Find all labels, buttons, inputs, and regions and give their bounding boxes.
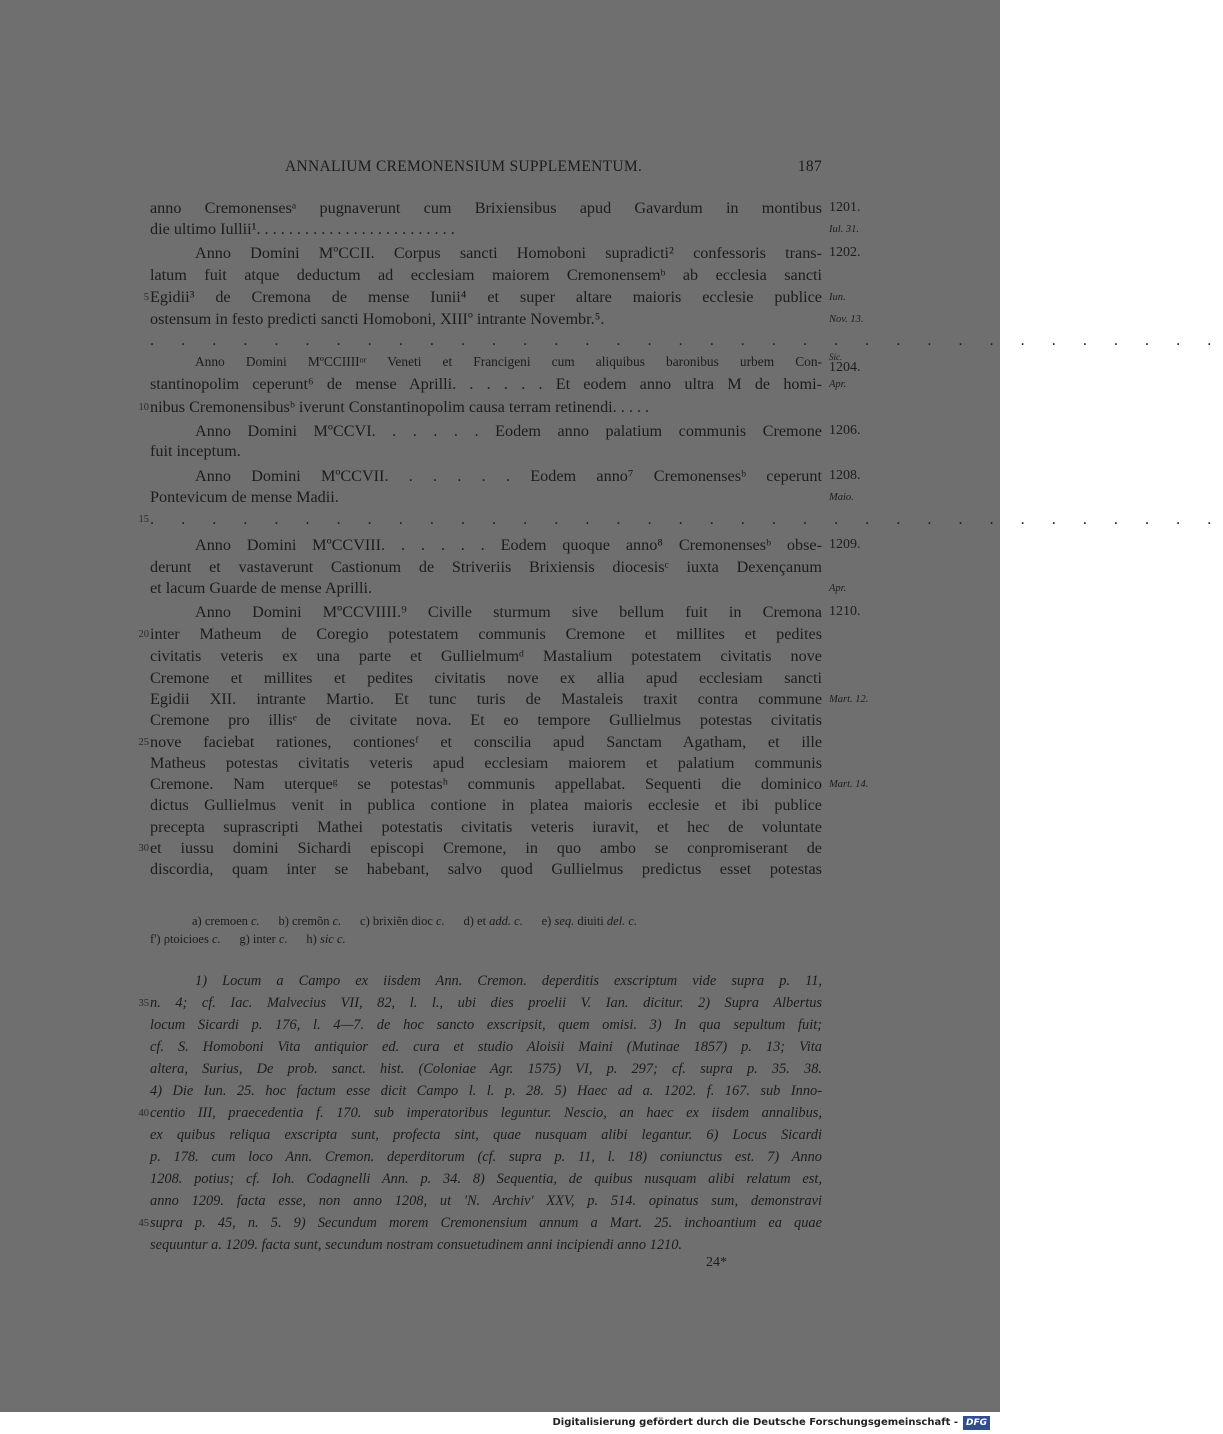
text-line: civitatis veteris ex una parte et Gullielmumᵈ Mastalium potestatem civitatis nove	[150, 647, 822, 665]
line-number: 30	[138, 843, 149, 854]
footnote-line: 1) Locum a Campo ex iisdem Ann. Cremon. deperditis exscriptum vide supra p. 11,	[195, 973, 822, 989]
text-line: derunt et vastaverunt Castionum de Striveriis Brixiensis diocesisᶜ iuxta Dexençanum	[150, 558, 822, 576]
line-number: 40	[138, 1108, 149, 1119]
margin-date: Sic.	[829, 352, 843, 362]
footnote-line: altera, Surius, De prob. sanct. hist. (Coloniae Agr. 1575) VI, p. 297; cf. supra p. 35. 38.	[150, 1061, 822, 1077]
text-line: stantinopolim ceperunt⁶ de mense Aprilli. . . . . . Et eodem anno ultra M de homi-	[150, 375, 822, 393]
margin-date: Nov. 13.	[829, 314, 864, 325]
text-line: Anno Domini MºCCIIIIᵒʳ Veneti et Francigeni cum aliquibus baronibus urbem Con-	[195, 354, 822, 369]
footnote-line: anno 1209. facta esse, non anno 1208, ut 'N. Archiv' XXV, p. 514. opinatus sum, demonstravi	[150, 1193, 822, 1209]
text-line: Anno Domini MºCCVIIII.⁹ Civille sturmum sive bellum fuit in Cremona	[195, 603, 822, 621]
text-line: die ultimo Iullii¹. . . . . . . . . . . . . . . . . . . . . . . . .	[150, 220, 455, 238]
line-number: 45	[138, 1218, 149, 1229]
margin-year: 1201.	[829, 200, 861, 215]
margin-year: 1209.	[829, 537, 861, 552]
text-line: Egidii XII. intrante Martio. Et tunc turis de Mastaleis traxit contra commune	[150, 690, 822, 708]
margin-date: Mart. 14.	[829, 779, 869, 790]
text-line: nove faciebat rationes, contionesᶠ et conscilia apud Sanctam Agatham, et ille	[150, 733, 822, 751]
text-line: nibus Cremonensibusᵇ iverunt Constantinopolim causa terram retinendi. . . . .	[150, 398, 650, 416]
text-line: Cremone et millites et pedites civitatis nove ex allia apud ecclesiam sancti	[150, 669, 822, 687]
margin-year: 1206.	[829, 423, 861, 438]
margin-date: Maio.	[829, 492, 854, 503]
text-line: precepta suprascripti Mathei potestatis civitatis veteris iuravit, et hec de voluntate	[150, 818, 822, 836]
margin-date: Iul. 31.	[829, 224, 860, 235]
margin-year: 1210.	[829, 604, 861, 619]
footnote-line: ex quibus reliqua exscripta sunt, profecta sint, quae nusquam alibi legantur. 6) Locus Sicardi	[150, 1127, 822, 1143]
margin-year: 1204.	[829, 360, 861, 375]
text-line: et lacum Guarde de mense Aprilli.	[150, 579, 373, 597]
line-number: 25	[138, 737, 149, 748]
footnote-line: sequuntur a. 1209. facta sunt, secundum nostram consuetudinem anni incipiendi anno 1210.	[150, 1237, 683, 1253]
margin-date: Mart. 12.	[829, 694, 869, 705]
margin-year: 1202.	[829, 245, 861, 260]
margin-date: Iun.	[829, 292, 846, 303]
text-line: Matheus potestas civitatis veteris apud ecclesiam maiorem et palatium communis	[150, 754, 822, 772]
omission-dots: . . . . . . . . . . . . . . . . . . . . . . . . . . . . . . . . . . .	[150, 331, 1223, 349]
footnote-line: 1208. potius; cf. Ioh. Codagnelli Ann. p. 34. 8) Sequentia, de quibus nusquam alibi relatum est,	[150, 1171, 822, 1187]
footnote-line: cf. S. Homoboni Vita antiquior ed. cura et studio Aloisii Maini (Mutinae 1857) p. 13; Vita	[150, 1039, 822, 1055]
page-number: 187	[797, 158, 822, 175]
line-number: 35	[138, 998, 149, 1009]
text-line: Anno Domini MºCCII. Corpus sancti Homoboni supradicti² confessoris trans-	[195, 244, 822, 262]
digitization-footer	[0, 1412, 1000, 1434]
text-line: Cremone pro illisᵉ de civitate nova. Et eo tempore Gullielmus potestas civitatis	[150, 711, 822, 729]
running-title: ANNALIUM CREMONENSIUM SUPPLEMENTUM.	[285, 158, 643, 175]
margin-year: 1208.	[829, 468, 861, 483]
text-line: inter Matheum de Coregio potestatem communis Cremone et millites et pedites	[150, 625, 822, 643]
text-line: ostensum in festo predicti sancti Homoboni, XIIIº intrante Novembr.⁵.	[150, 310, 605, 328]
footnote-line: 4) Die Iun. 25. hoc factum esse dicit Campo l. l. p. 28. 5) Haec ad a. 1202. f. 167. sub Inno-	[150, 1083, 822, 1099]
footnote-line: supra p. 45, n. 5. 9) Secundum morem Cremonensium annum a Mart. 25. inchoantium ea quae	[150, 1215, 822, 1231]
text-line: Anno Domini MºCCVIII. . . . . . Eodem quoque anno⁸ Cremonensesᵇ obse-	[195, 536, 822, 554]
footer-text: Digitalisierung gefördert durch die Deutsche Forschungsgemeinschaft -	[552, 1417, 958, 1428]
text-line: latum fuit atque deductum ad ecclesiam maiorem Cremonensemᵇ ab ecclesia sancti	[150, 266, 822, 284]
footnote-line: p. 178. cum loco Ann. Cremon. deperditorum (cf. supra p. 11, l. 18) coniunctus est. 7) Anno	[150, 1149, 822, 1165]
apparatus-line: f') ρtoicioes c. g) inter c. h) sic c.	[150, 932, 346, 946]
margin-date: Apr.	[829, 583, 847, 594]
omission-dots: . . . . . . . . . . . . . . . . . . . . . . . . . . . . . . . . . . .	[150, 510, 1223, 528]
text-line: Pontevicum de mense Madii.	[150, 488, 339, 506]
line-number: 10	[138, 402, 149, 413]
text-line: Cremone. Nam uterqueᵍ se potestasʰ communis appellabat. Sequenti die dominico	[150, 775, 822, 793]
signature-mark: 24*	[706, 1255, 727, 1270]
text-line: dictus Gullielmus venit in publica contione in platea maioris ecclesie et ibi publice	[150, 796, 822, 814]
text-line: Anno Domini MºCCVI. . . . . . Eodem anno palatium communis Cremone	[195, 422, 822, 440]
footnote-line: n. 4; cf. Iac. Malvecius VII, 82, l. l., ubi dies proelii V. Ian. dicitur. 2) Supra Albertus	[150, 995, 822, 1011]
text-line: et iussu domini Sichardi episcopi Cremone, in quo ambo se conpromiserant de	[150, 839, 822, 857]
apparatus-line: a) cremoen c. b) cremõn c. c) brixiẽn dioc c. d) et add. c. e) seq. diuiti del. c.	[192, 914, 638, 928]
line-number: 15	[138, 514, 149, 525]
text-line: discordia, quam inter se habebant, salvo quod Gullielmus predictus esset potestas	[150, 860, 822, 878]
dfg-logo: DFG	[963, 1416, 990, 1430]
footnote-line: locum Sicardi p. 176, l. 4—7. de hoc sancto exscripsit, quem omisi. 3) In qua sepultum fuit;	[150, 1017, 822, 1033]
text-line: anno Cremonensesᵃ pugnaverunt cum Brixiensibus apud Gavardum in montibus	[150, 199, 822, 217]
text-line: Anno Domini MºCCVII. . . . . . Eodem anno⁷ Cremonensesᵇ ceperunt	[195, 467, 822, 485]
text-line: fuit inceptum.	[150, 442, 241, 460]
line-number: 5	[143, 292, 149, 303]
margin-date: Apr.	[829, 379, 847, 390]
text-line: Egidii³ de Cremona de mense Iunii⁴ et super altare maioris ecclesie publice	[150, 288, 822, 306]
footnote-line: centio III, praecedentia f. 170. sub imperatoribus leguntur. Nescio, an haec ex iisdem annalibus,	[150, 1105, 822, 1121]
line-number: 20	[138, 629, 149, 640]
